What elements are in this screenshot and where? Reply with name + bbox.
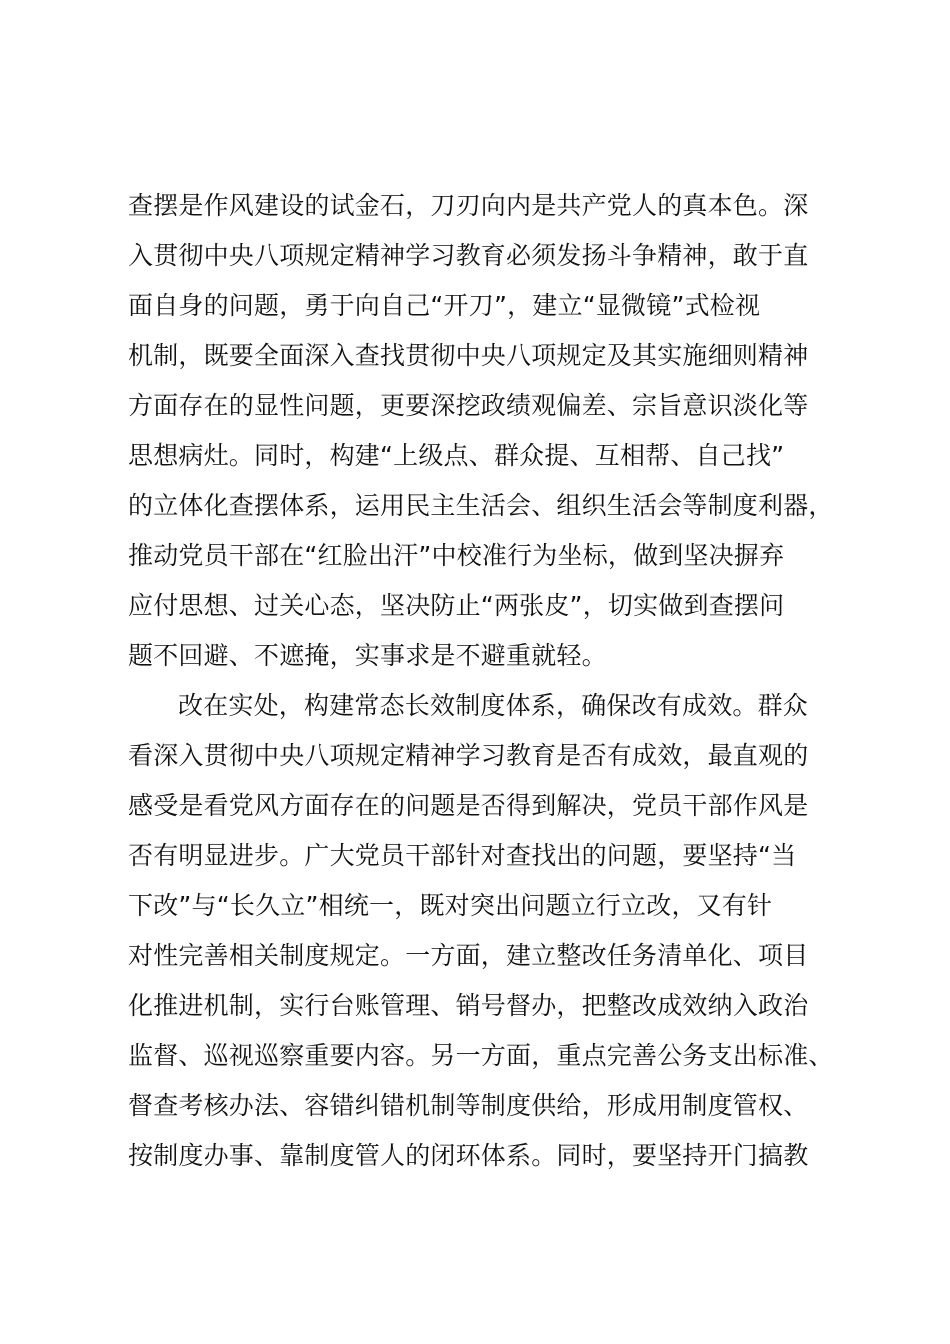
- text-line: 化推进机制，实行台账管理、销号督办，把整改成效纳入政治: [128, 991, 809, 1020]
- paragraph-2: [128, 681, 868, 1181]
- text-line: 督查考核办法、容错纠错机制等制度供给，形成用制度管权、: [128, 1091, 809, 1120]
- text-line: 查摆是作风建设的试金石，刀刃向内是共产党人的真本色。深: [128, 191, 809, 220]
- text-line: 推动党员干部在“红脸出汗”中校准行为坐标，做到坚决摒弃: [128, 541, 785, 570]
- text-line: 的立体化查摆体系，运用民主生活会、组织生活会等制度利器，: [128, 491, 834, 520]
- text-line: 对性完善相关制度规定。一方面，建立整改任务清单化、项目: [128, 941, 809, 970]
- text-line: 机制，既要全面深入查找贯彻中央八项规定及其实施细则精神: [128, 341, 809, 370]
- text-line: 题不回避、不遮掩，实事求是不避重就轻。: [128, 641, 607, 670]
- text-line: 监督、巡视巡察重要内容。另一方面，重点完善公务支出标准、: [128, 1041, 834, 1070]
- text-line: 看深入贯彻中央八项规定精神学习教育是否有成效，最直观的: [128, 741, 809, 770]
- text-line: 方面存在的显性问题，更要深挖政绩观偏差、宗旨意识淡化等: [128, 391, 809, 420]
- text-line: 入贯彻中央八项规定精神学习教育必须发扬斗争精神，敢于直: [128, 241, 809, 270]
- text-line: 面自身的问题，勇于向自己“开刀”，建立“显微镜”式检视: [128, 291, 761, 320]
- document-body: [128, 181, 868, 1181]
- text-line: 感受是看党风方面存在的问题是否得到解决，党员干部作风是: [128, 791, 809, 820]
- paragraph-1: [128, 181, 868, 681]
- text-line: 否有明显进步。广大党员干部针对查找出的问题，要坚持“当: [128, 841, 797, 870]
- text-line: 下改”与“长久立”相统一，既对突出问题立行立改，又有针: [128, 891, 773, 920]
- text-line: 改在实处，构建常态长效制度体系，确保改有成效。群众: [178, 691, 809, 720]
- text-line: 应付思想、过关心态，坚决防止“两张皮”，切实做到查摆问: [128, 591, 785, 620]
- text-line: 按制度办事、靠制度管人的闭环体系。同时，要坚持开门搞教: [128, 1141, 809, 1170]
- text-line: 思想病灶。同时，构建“上级点、群众提、互相帮、自己找”: [128, 441, 785, 470]
